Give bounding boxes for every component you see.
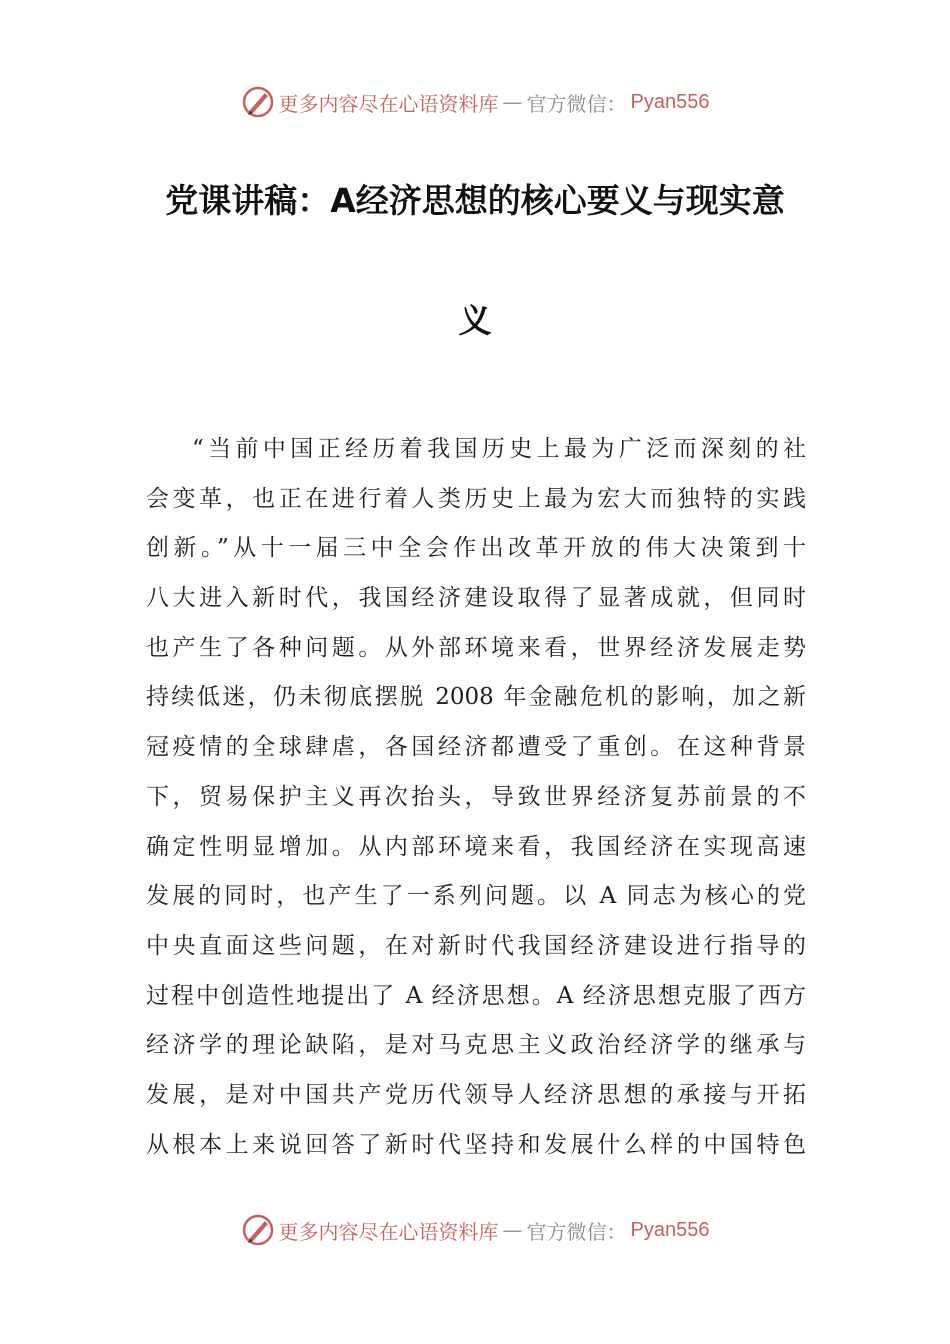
site-name: 更多内容尽在心语资料库 [278, 1219, 499, 1244]
wechat-label: 官方微信： [526, 91, 627, 116]
body-line: 也产生了各种问题。从外部环境来看，世界经济发展走势 [146, 634, 806, 661]
banner-separator: — [502, 1218, 523, 1242]
body-paragraph [146, 425, 806, 1170]
body-line: 八大进入新时代，我国经济建设取得了显著成就，但同时 [146, 585, 806, 612]
body-line: 过程中创造性地提出了 A 经济思想。A 经济思想克服了西方 [146, 982, 806, 1009]
document-title-line-1: 党课讲稿：A经济思想的核心要义与现实意 [165, 181, 785, 220]
wechat-id: Pyan556 [630, 90, 710, 113]
body-line: 冠疫情的全球肆虐，各国经济都遭受了重创。在这种背景 [146, 734, 806, 761]
footer-banner [0, 1210, 950, 1250]
body-line: 确定性明显增加。从内部环境来看，我国经济在实现高速 [146, 833, 806, 860]
banner-separator: — [502, 90, 523, 114]
body-line: 从根本上来说回答了新时代坚持和发展什么样的中国特色 [146, 1131, 806, 1158]
body-line: 会变革，也正在进行着人类历史上最为宏大而独特的实践 [146, 485, 806, 512]
body-line: 发展的同时，也产生了一系列问题。以 A 同志为核心的党 [146, 883, 806, 910]
header-banner [0, 82, 950, 122]
body-line: “当前中国正经历着我国历史上最为广泛而深刻的社 [192, 436, 806, 462]
body-line: 下，贸易保护主义再次抬头，导致世界经济复苏前景的不 [146, 783, 806, 810]
body-line: 持续低迷，仍未彻底摆脱 2008 年金融危机的影响，加之新 [146, 684, 806, 711]
site-name: 更多内容尽在心语资料库 [278, 91, 499, 116]
wechat-label: 官方微信： [526, 1219, 627, 1244]
body-line: 经济学的理论缺陷，是对马克思主义政治经济学的继承与 [146, 1032, 806, 1059]
body-line: 创新。”从十一届三中全会作出改革开放的伟大决策到十 [146, 535, 806, 562]
document-title-line-2: 义 [458, 301, 492, 340]
wechat-id: Pyan556 [630, 1218, 710, 1241]
body-line: 中央直面这些问题，在对新时代我国经济建设进行指导的 [146, 932, 806, 959]
pen-logo-icon [241, 1213, 275, 1247]
body-line: 发展，是对中国共产党历代领导人经济思想的承接与开拓 [146, 1081, 806, 1108]
pen-logo-icon [241, 85, 275, 119]
